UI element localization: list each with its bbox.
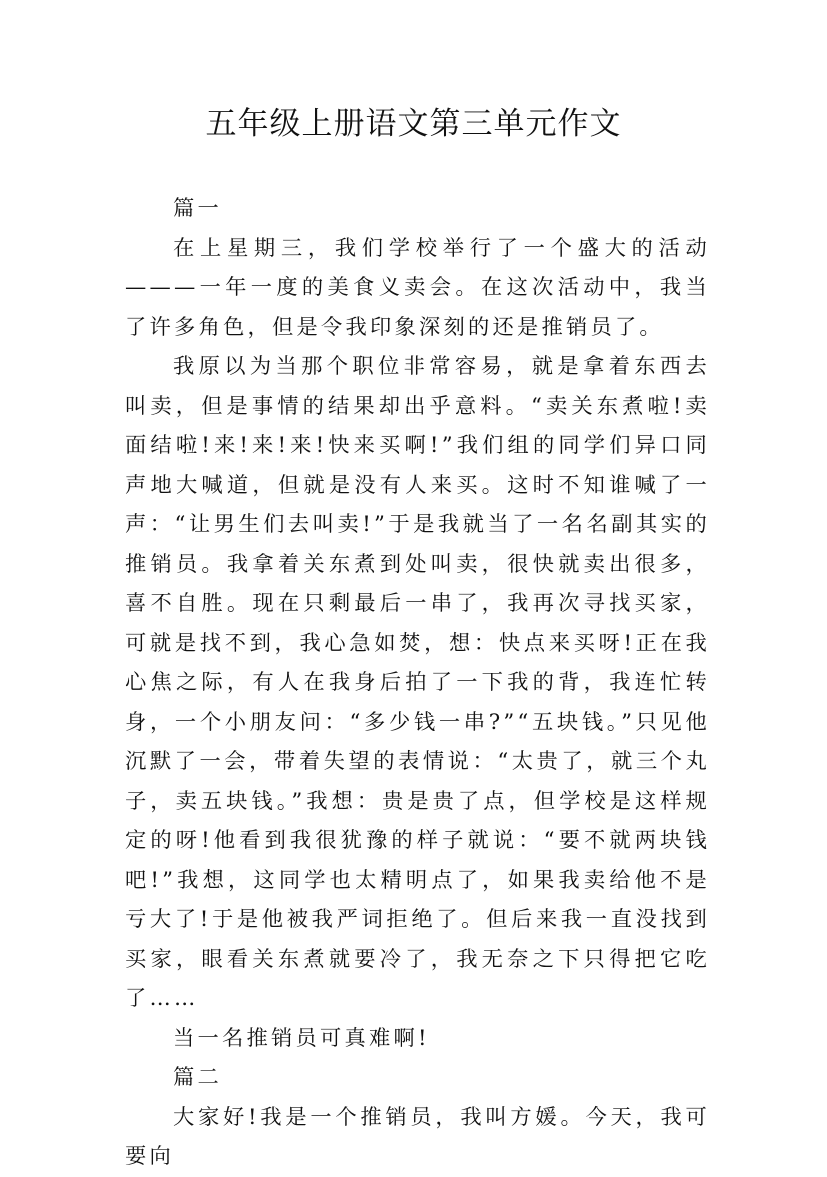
paragraph-4: 大家好!我是一个推销员，我叫方媛。今天，我可要向 (125, 1104, 710, 1169)
document-body (125, 189, 710, 1177)
paragraph-2: 我原以为当那个职位非常容易，就是拿着东西去叫卖，但是事情的结果却出乎意料。“卖关东煮啦!卖面结啦!来!来!来!快来买啊!”我们组的同学们异口同声地大喊道，但就是没有人来买。这时不知谁喊了一声：“让男生们去叫卖!”于是我就当了一名名副其实的推销员。我拿着关东煮到处叫卖，很快就卖出很多，喜不自胜。现在只剩最后一串了，我再次寻找买家，可就是找不到，我心急如焚，想：快点来买呀!正在我心焦之际，有人在我身后拍了一下我的背，我连忙转身，一个小朋友问：“多少钱一串?”“五块钱。”只见他沉默了一会，带着失望的表情说：“太贵了，就三个丸子，卖五块钱。”我想：贵是贵了点，但学校是这样规定的呀!他看到我很犹豫的样子就说：“要不就两块钱吧!”我想，这同学也太精明点了，如果我卖给他不是亏大了!于是他被我严词拒绝了。但后来我一直没找到买家，眼看关东煮就要冷了，我无奈之下只得把它吃了…… (125, 354, 710, 1011)
paragraph-1: 在上星期三，我们学校举行了一个盛大的活动———一年一度的美食义卖会。在这次活动中，我当了许多角色，但是令我印象深刻的还是推销员了。 (125, 235, 710, 340)
paragraph-3: 当一名推销员可真难啊! (173, 1025, 430, 1051)
section-heading-2: 篇二 (173, 1065, 222, 1090)
section-heading-1: 篇一 (173, 196, 222, 221)
document-title: 五年级上册语文第三单元作文 (205, 106, 622, 142)
